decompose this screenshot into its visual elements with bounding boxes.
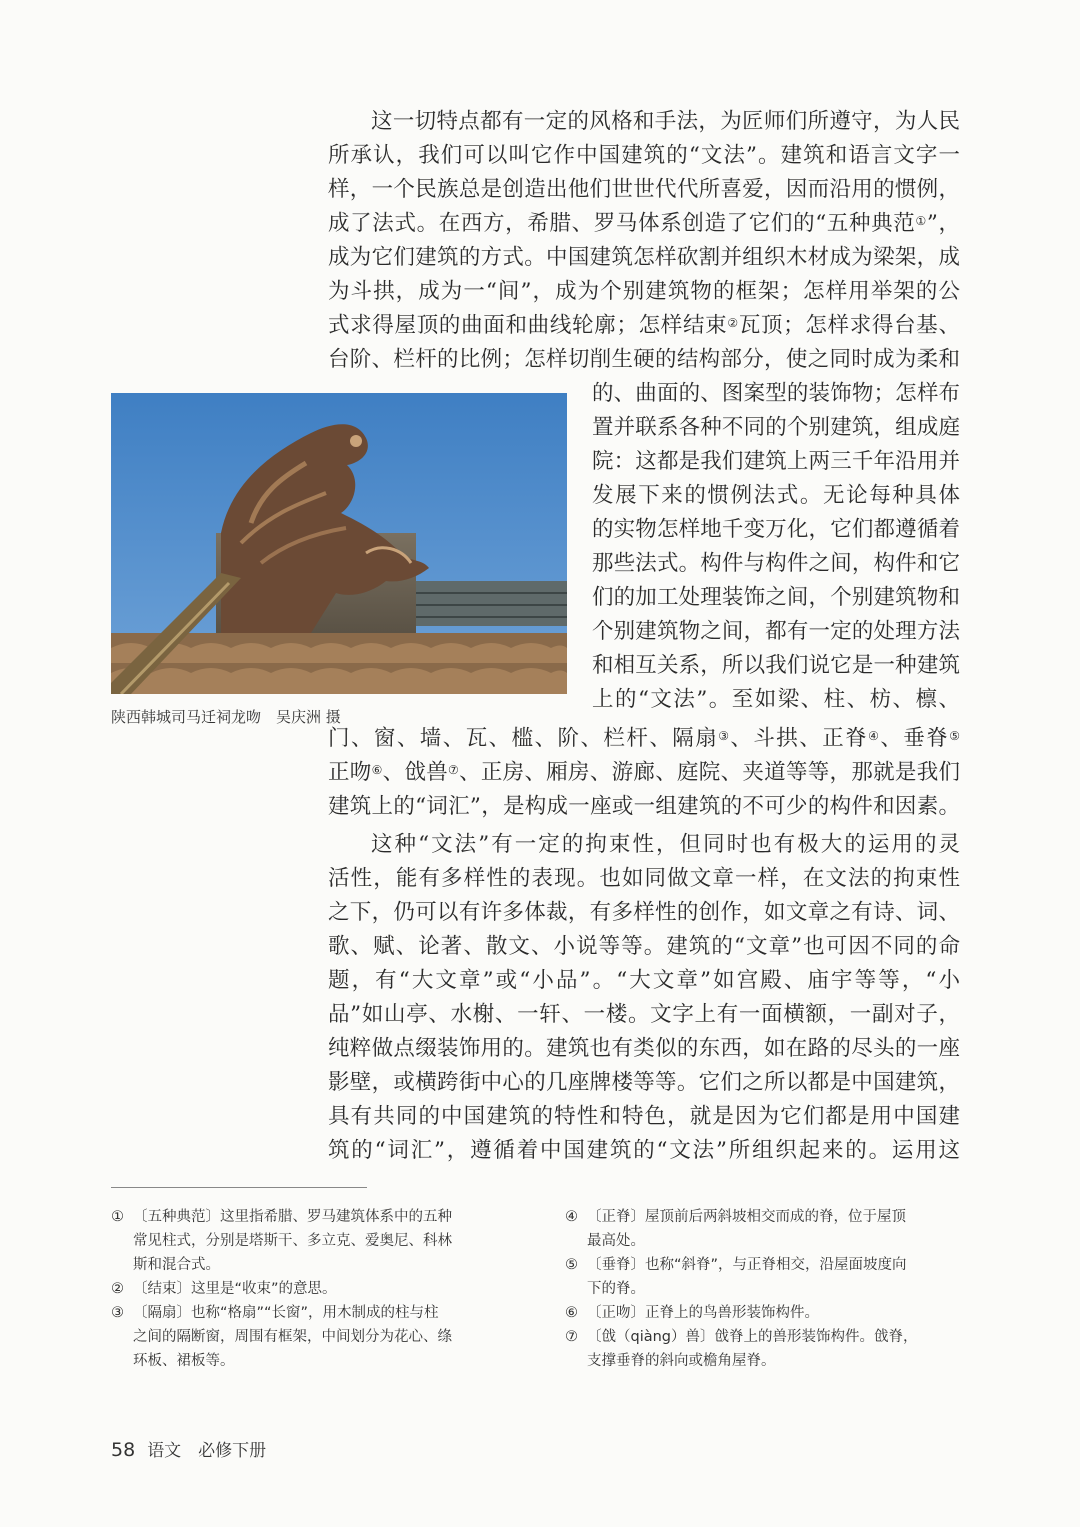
footnote-text: 下的脊。 [587, 1281, 645, 1297]
footnote-text: 〔戗（qiàng）兽〕戗脊上的兽形装饰构件。戗脊， [587, 1329, 918, 1345]
footnote-number: ③ [111, 1305, 124, 1321]
body-text: 瓦顶；怎样求得台基、 [738, 313, 960, 338]
body-text: 正吻 [328, 760, 372, 785]
footnote-mark: ⑥ [371, 763, 383, 777]
body-text: 式求得屋顶的曲面和曲线轮廓；怎样结束 [328, 313, 728, 338]
footnote [565, 1325, 975, 1373]
body-line: 影壁，或横跨街中心的几座牌楼等等。它们之所以都是中国建筑， [328, 1070, 960, 1095]
footnote-mark: ⑦ [448, 763, 460, 777]
footnote-mark: ③ [718, 729, 731, 743]
body-line: 发展下来的惯例法式。无论每种具体 [592, 483, 960, 508]
footnote-text: 最高处。 [587, 1233, 645, 1249]
body-text: 成了法式。在西方，希腊、罗马体系创造了它们的“五种典范 [328, 211, 916, 236]
footnote-text: 〔正吻〕正脊上的鸟兽形装饰构件。 [587, 1305, 819, 1321]
footnote [565, 1253, 975, 1301]
body-line: 为斗拱，成为一“间”，成为个别建筑物的框架；怎样用举架的公 [328, 279, 960, 304]
footnote-number: ② [111, 1281, 124, 1297]
footnote-mark: ⑤ [949, 729, 960, 743]
footnote-mark: ④ [868, 729, 881, 743]
body-line: 那些法式。构件与构件之间，构件和它 [592, 551, 960, 576]
body-line: 所承认，我们可以叫它作中国建筑的“文法”。建筑和语言文字一 [328, 143, 960, 168]
footnote [111, 1205, 511, 1277]
body-line: 纯粹做点缀装饰用的。建筑也有类似的东西，如在路的尽头的一座 [328, 1036, 960, 1061]
footnote-number: ⑦ [565, 1329, 578, 1345]
book-title: 语文 必修下册 [147, 1441, 267, 1461]
body-line: 具有共同的中国建筑的特性和特色，就是因为它们都是用中国建 [328, 1104, 960, 1129]
body-line: 这种“文法”有一定的拘束性，但同时也有极大的运用的灵 [371, 832, 960, 857]
body-line: 的实物怎样地千变万化，它们都遵循着 [592, 517, 960, 542]
dragon-roof-photo [111, 393, 567, 694]
body-line: 这一切特点都有一定的风格和手法，为匠师们所遵守，为人民 [371, 109, 960, 134]
body-line: 之下，仍可以有许多体裁，有多样性的创作，如文章之有诗、词、 [328, 900, 960, 925]
photo-caption: 陕西韩城司马迁祠龙吻 吴庆洲 摄 [111, 708, 341, 726]
body-line [328, 309, 960, 343]
body-line: 和相互关系，所以我们说它是一种建筑 [592, 653, 960, 678]
footnote-divider [111, 1187, 367, 1188]
footnote-mark: ① [915, 214, 927, 228]
footnote-text: 〔五种典范〕这里指希腊、罗马建筑体系中的五种 [133, 1209, 452, 1225]
footnote-text: 〔正脊〕屋顶前后两斜坡相交而成的脊，位于屋顶 [587, 1209, 906, 1225]
body-line: 样，一个民族总是创造出他们世世代代所喜爱，因而沿用的惯例， [328, 177, 960, 202]
body-text: 门、窗、墙、瓦、槛、阶、栏杆、隔扇 [328, 726, 719, 751]
footnote-text: 〔隔扇〕也称“格扇”“长窗”，用木制成的柱与柱 [133, 1305, 439, 1321]
footnote [111, 1277, 511, 1301]
body-line: 们的加工处理装饰之间，个别建筑物和 [592, 585, 960, 610]
footnote [111, 1301, 511, 1373]
footnote-mark: ② [727, 316, 739, 330]
body-line: 筑的“词汇”，遵循着中国建筑的“文法”所组织起来的。运用这 [328, 1138, 960, 1163]
footnote-number: ④ [565, 1209, 578, 1225]
body-line [328, 756, 960, 790]
page-number: 58 [111, 1439, 136, 1461]
footnote-number: ⑥ [565, 1305, 578, 1321]
body-text: 、垂脊 [880, 726, 950, 751]
body-line: 品”如山亭、水榭、一轩、一楼。文字上有一面横额，一副对子， [328, 1002, 960, 1027]
footnote-text: 斯和混合式。 [133, 1257, 220, 1273]
body-line: 活性，能有多样性的表现。也如同做文章一样，在文法的拘束性 [328, 866, 960, 891]
footnote [565, 1301, 975, 1325]
body-line: 上的“文法”。至如梁、柱、枋、檩、 [592, 687, 960, 712]
footnote-text: 支撑垂脊的斜向或檐角屋脊。 [587, 1353, 776, 1369]
body-text: 、戗兽 [382, 760, 449, 785]
body-line: 题，有“大文章”或“小品”。“大文章”如宫殿、庙宇等等，“小 [328, 968, 960, 993]
footnote-text: 〔垂脊〕也称“斜脊”，与正脊相交，沿屋面坡度向 [587, 1257, 907, 1273]
body-line: 成为它们建筑的方式。中国建筑怎样砍割并组织木材成为梁架，成 [328, 245, 960, 270]
body-line: 个别建筑物之间，都有一定的处理方法 [592, 619, 960, 644]
body-line [328, 207, 960, 241]
footnote-text: 〔结束〕这里是“收束”的意思。 [133, 1281, 337, 1297]
footnote-text: 之间的隔断窗，周围有框架，中间划分为花心、绦 [133, 1329, 452, 1345]
body-text: 、斗拱、正脊 [730, 726, 869, 751]
page-footer [111, 1436, 266, 1461]
body-line: 歌、赋、论著、散文、小说等等。建筑的“文章”也可因不同的命 [328, 934, 960, 959]
body-line: 的、曲面的、图案型的装饰物；怎样布 [592, 381, 960, 406]
footnote-text: 环板、裙板等。 [133, 1353, 235, 1369]
body-line: 院：这都是我们建筑上两三千年沿用并 [592, 449, 960, 474]
body-line: 建筑上的“词汇”，是构成一座或一组建筑的不可少的构件和因素。 [328, 794, 960, 819]
footnote [565, 1205, 975, 1253]
footnote-number: ① [111, 1209, 124, 1225]
body-text: ”， [926, 211, 960, 236]
body-line: 置并联系各种不同的个别建筑，组成庭 [592, 415, 960, 440]
body-text: 、正房、厢房、游廊、庭院、夹道等等，那就是我们 [459, 760, 960, 785]
footnote-number: ⑤ [565, 1257, 578, 1273]
footnote-text: 常见柱式，分别是塔斯干、多立克、爱奥尼、科林 [133, 1233, 452, 1249]
body-line: 台阶、栏杆的比例；怎样切削生硬的结构部分，使之同时成为柔和 [328, 347, 960, 372]
body-line [328, 722, 960, 756]
